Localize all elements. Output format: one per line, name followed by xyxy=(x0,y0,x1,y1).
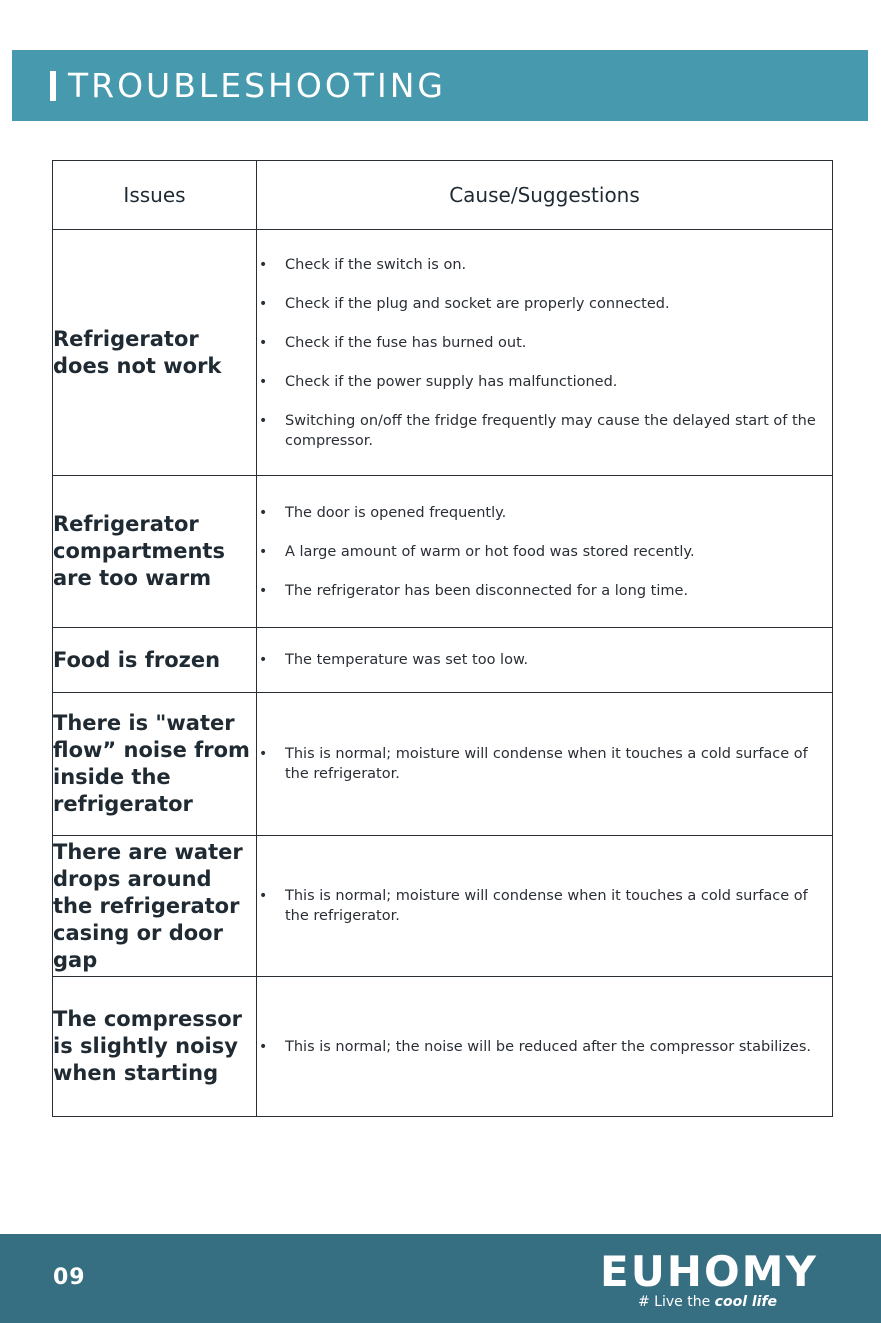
bullet-icon: • xyxy=(259,373,268,390)
cause-cell xyxy=(257,476,833,628)
table-row xyxy=(53,628,833,693)
table-row xyxy=(53,977,833,1117)
section-header xyxy=(12,50,868,121)
cause-item: • Switching on/off the fridge frequently may cause the delayed start of the compressor. xyxy=(259,412,816,449)
cause-cell xyxy=(257,693,833,836)
cause-cell xyxy=(257,836,833,977)
cause-cell xyxy=(257,230,833,476)
cause-item: • This is normal; moisture will condense when it touches a cold surface of the refrigerator. xyxy=(259,888,808,924)
cause-item: • The temperature was set too low. xyxy=(259,652,529,668)
cause-item: • This is normal; moisture will condense when it touches a cold surface of the refrigerator. xyxy=(259,746,808,782)
bullet-icon: • xyxy=(259,412,268,429)
issue-cell: Refrigerator compartments are too warm xyxy=(53,476,257,628)
bullet-icon: • xyxy=(259,295,268,312)
bullet-icon: • xyxy=(259,888,268,904)
bullet-icon: • xyxy=(259,334,268,351)
column-header-cause: Cause/Suggestions xyxy=(257,161,833,230)
brand-logo xyxy=(600,1247,825,1314)
cause-item: • Check if the plug and socket are properly connected. xyxy=(259,295,670,312)
cause-item: • This is normal; the noise will be reduced after the compressor stabilizes. xyxy=(259,1038,811,1055)
table-row xyxy=(53,693,833,836)
page-footer xyxy=(0,1234,881,1323)
bullet-icon: • xyxy=(259,582,268,599)
table-row xyxy=(53,836,833,977)
issue-cell: Food is frozen xyxy=(53,628,257,693)
brand-name: EUHOMY xyxy=(600,1247,818,1296)
cause-item: • Check if the power supply has malfunctioned. xyxy=(259,373,618,390)
cause-item: • Check if the switch is on. xyxy=(259,256,467,273)
page-number: 09 xyxy=(53,1265,86,1290)
brand-tagline: # Live the cool life xyxy=(638,1294,778,1310)
header-accent-bar xyxy=(50,71,56,101)
cause-item: • Check if the fuse has burned out. xyxy=(259,334,527,351)
table-row xyxy=(53,476,833,628)
table-row xyxy=(53,230,833,476)
cause-item: • The door is opened frequently. xyxy=(259,504,507,521)
cause-cell xyxy=(257,628,833,693)
table-header-row xyxy=(53,161,833,230)
bullet-icon: • xyxy=(259,652,268,668)
issue-cell: There is "water flow” noise from inside the refrigerator xyxy=(53,693,257,836)
bullet-icon: • xyxy=(259,1038,268,1055)
column-header-issues: Issues xyxy=(53,161,257,230)
cause-cell xyxy=(257,977,833,1117)
page-title: TROUBLESHOOTING xyxy=(68,66,446,105)
cause-item: • The refrigerator has been disconnected for a long time. xyxy=(259,582,689,599)
bullet-icon: • xyxy=(259,746,268,762)
bullet-icon: • xyxy=(259,504,268,521)
issue-cell: There are water drops around the refrigerator casing or door gap xyxy=(53,836,257,977)
cause-item: • A large amount of warm or hot food was stored recently. xyxy=(259,543,695,560)
troubleshooting-table xyxy=(52,160,833,1117)
bullet-icon: • xyxy=(259,256,268,273)
issue-cell: Refrigerator does not work xyxy=(53,230,257,476)
issue-cell: The compressor is slightly noisy when starting xyxy=(53,977,257,1117)
bullet-icon: • xyxy=(259,543,268,560)
